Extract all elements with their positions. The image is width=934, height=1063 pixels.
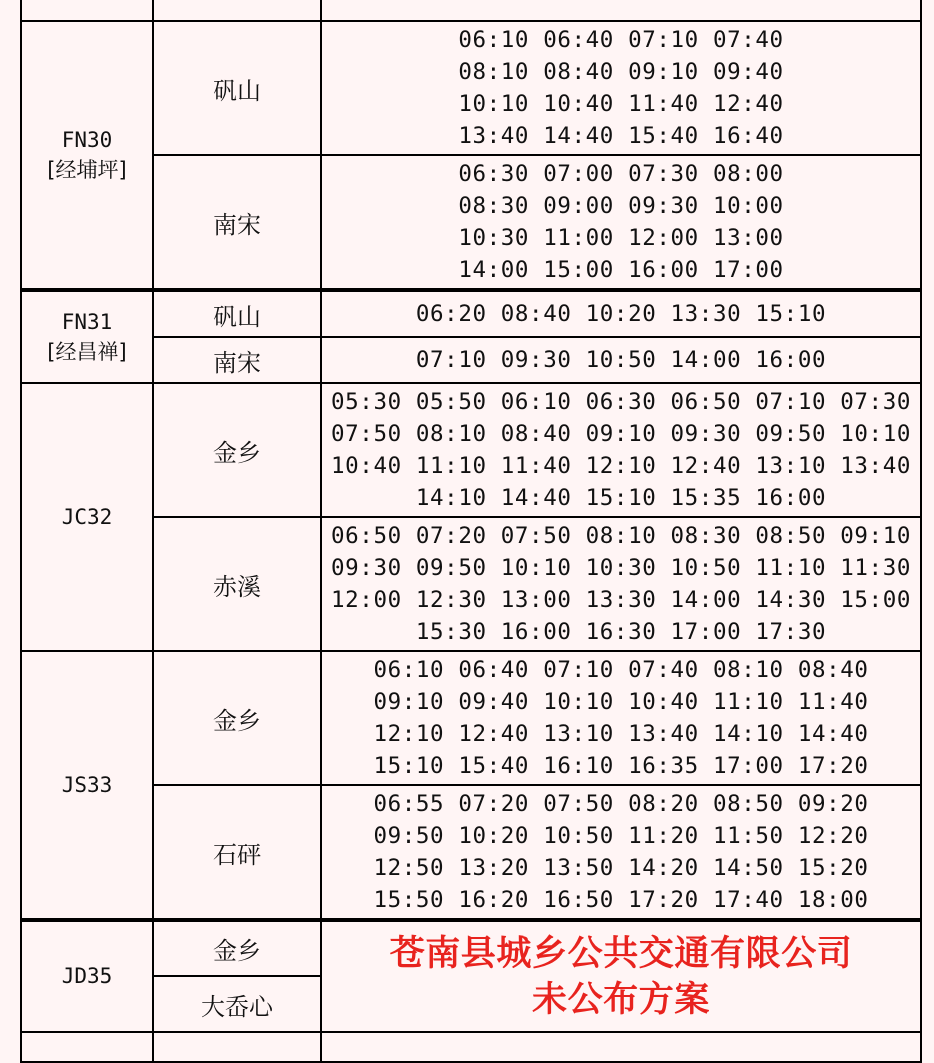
table-row <box>21 785 921 920</box>
departure-times: 15:50 16:20 16:50 17:20 17:40 18:00 <box>373 887 869 913</box>
table-row <box>21 517 921 651</box>
departure-times: 10:30 11:00 12:00 13:00 <box>458 225 784 251</box>
route-code: JD35 <box>61 964 113 989</box>
departure-times: 15:10 15:40 16:10 16:35 17:00 17:20 <box>373 753 869 779</box>
departure-times: 15:30 16:00 16:30 17:00 17:30 <box>415 619 827 645</box>
timetable-body <box>21 0 921 920</box>
stop-name: 南宋 <box>153 155 321 290</box>
times-cell <box>321 337 921 383</box>
times-cell <box>321 155 921 290</box>
route-code-jd35 <box>21 920 153 1032</box>
departure-times: 08:30 09:00 09:30 10:00 <box>458 193 784 219</box>
route-cell <box>21 651 153 920</box>
table-row <box>21 21 921 155</box>
stop-name: 矾山 <box>153 21 321 155</box>
table-row <box>21 337 921 383</box>
stop-name: 金乡 <box>153 383 321 517</box>
departure-times: 10:10 10:40 11:40 12:40 <box>458 91 784 117</box>
departure-times: 07:10 09:30 10:50 14:00 16:00 <box>415 347 827 373</box>
times-cell <box>321 21 921 155</box>
departure-times: 12:50 13:20 13:50 14:20 14:50 15:20 <box>373 855 869 881</box>
table-row <box>21 290 921 337</box>
route-cell <box>21 0 153 21</box>
departure-times: 14:00 15:00 16:00 17:00 <box>458 257 784 283</box>
departure-times: 06:55 07:20 07:50 08:20 08:50 09:20 <box>373 791 869 817</box>
route-via: [经埔坪] <box>47 158 127 182</box>
departure-times: 09:10 09:40 10:10 10:40 11:10 11:40 <box>373 689 869 715</box>
table-row <box>21 920 921 976</box>
stop-name: 赤溪 <box>153 517 321 651</box>
departure-times: 09:30 09:50 10:10 10:30 10:50 11:10 11:30 <box>331 555 911 581</box>
departure-times: 06:10 06:40 07:10 07:40 <box>458 27 784 53</box>
departure-times: 13:40 14:40 15:40 16:40 <box>458 123 784 149</box>
times-cell <box>321 1032 921 1062</box>
route-cell <box>21 383 153 651</box>
notice-status: 未公布方案 <box>531 979 710 1020</box>
table-row <box>21 383 921 517</box>
stop-name: 南宋 <box>153 337 321 383</box>
departure-times: 06:20 08:40 10:20 13:30 15:10 <box>415 301 827 327</box>
route-cell <box>21 1032 153 1062</box>
times-cell <box>321 785 921 920</box>
stop-name: 矾山 <box>153 290 321 337</box>
table-row <box>21 1032 921 1062</box>
stop-name: 石砰 <box>153 785 321 920</box>
route-code: FN30 <box>61 127 113 152</box>
times-cell <box>321 517 921 651</box>
departure-times: 10:40 11:10 11:40 12:10 12:40 13:10 13:40 <box>331 453 911 479</box>
times-cell <box>321 383 921 517</box>
stop-name: 金乡 <box>153 651 321 785</box>
stop-cell <box>153 0 321 21</box>
table-row <box>21 155 921 290</box>
notice-cell <box>321 920 921 1032</box>
times-cell <box>321 0 921 21</box>
route-cell <box>21 290 153 383</box>
departure-times: 07:50 08:10 08:40 09:10 09:30 09:50 10:10 <box>331 421 911 447</box>
departure-times: 06:10 06:40 07:10 07:40 08:10 08:40 <box>373 657 869 683</box>
stop-cell <box>153 1032 321 1062</box>
departure-times: 14:10 14:40 15:10 15:35 16:00 <box>415 485 827 511</box>
table-row <box>21 651 921 785</box>
departure-times: 06:30 07:00 07:30 08:00 <box>458 161 784 187</box>
departure-times: 05:30 05:50 06:10 06:30 06:50 07:10 07:30 <box>331 389 911 415</box>
table-row <box>21 0 921 21</box>
stop-name: 大岙心 <box>153 976 321 1032</box>
route-code: FN31 <box>61 309 113 334</box>
stop-name: 金乡 <box>153 920 321 976</box>
notice-company: 苍南县城乡公共交通有限公司 <box>389 933 853 974</box>
times-cell <box>321 290 921 337</box>
departure-times: 12:00 12:30 13:00 13:30 14:00 14:30 15:00 <box>331 587 911 613</box>
departure-times: 08:10 08:40 09:10 09:40 <box>458 59 784 85</box>
bus-timetable <box>20 0 922 1063</box>
departure-times: 09:50 10:20 10:50 11:20 11:50 12:20 <box>373 823 869 849</box>
route-via: [经昌禅] <box>47 340 127 364</box>
route-code: JC32 <box>61 504 113 529</box>
departure-times: 06:50 07:20 07:50 08:10 08:30 08:50 09:10 <box>331 523 911 549</box>
route-code: JS33 <box>61 772 113 797</box>
departure-times: 12:10 12:40 13:10 13:40 14:10 14:40 <box>373 721 869 747</box>
route-cell <box>21 21 153 290</box>
times-cell <box>321 651 921 785</box>
